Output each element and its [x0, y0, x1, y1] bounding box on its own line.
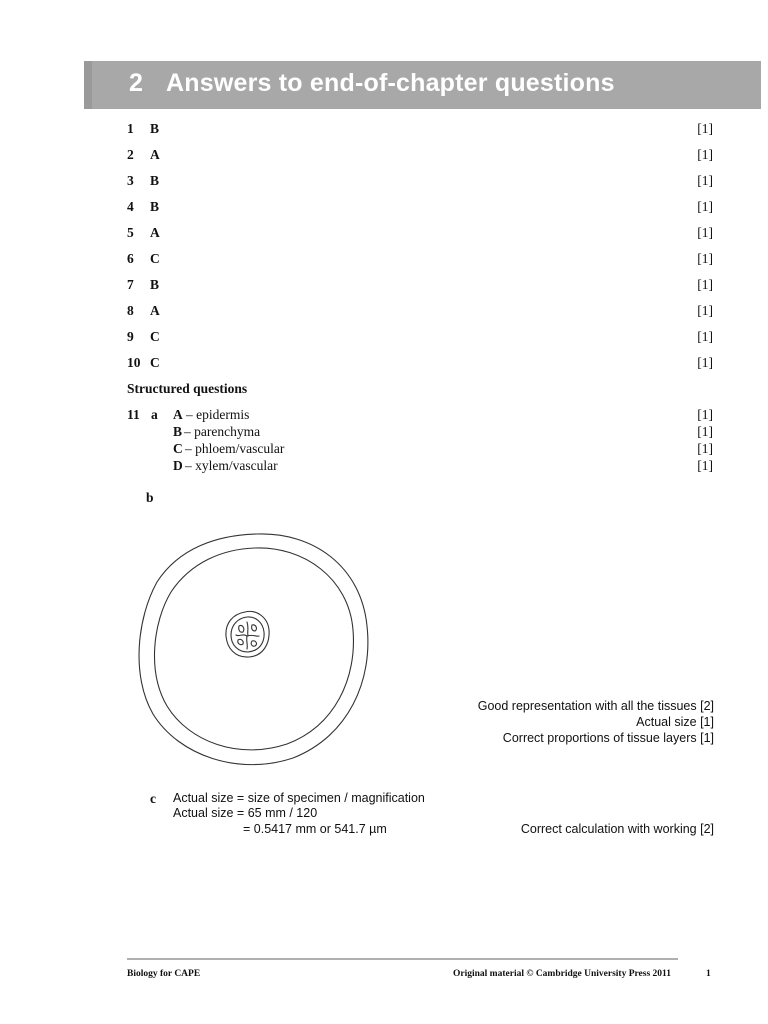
question-number: 5: [127, 225, 134, 240]
chapter-title: [129, 69, 143, 98]
question-number: 1: [127, 121, 134, 136]
marks: [1]: [697, 441, 713, 456]
item-letter: B: [173, 424, 183, 439]
marks: [1]: [697, 303, 713, 318]
item-text: – xylem/vascular: [185, 458, 278, 473]
item-text: – parenchyma: [184, 424, 261, 439]
banner-edge: [84, 61, 92, 109]
marks: [1]: [697, 173, 713, 188]
footer-book-title: Biology for CAPE: [127, 969, 201, 979]
footer-page-number: 1: [706, 969, 711, 979]
section-heading: Structured questions: [127, 381, 248, 396]
item-letter: A: [173, 407, 183, 422]
mcq-row: [127, 329, 715, 347]
part-b-label: b: [146, 490, 154, 505]
q11a-row: [127, 424, 715, 441]
answer-letter: B: [150, 277, 160, 292]
chapter-banner: [84, 61, 761, 109]
q11a-row: [127, 458, 715, 475]
answer-letter: A: [150, 225, 160, 240]
part-c-label: c: [150, 791, 156, 806]
marks: [1]: [697, 277, 713, 292]
mcq-row: [127, 355, 715, 373]
marks: [1]: [697, 329, 713, 344]
answer-letter: A: [150, 303, 160, 318]
marks: [1]: [697, 407, 713, 422]
question-number: 10: [127, 355, 141, 370]
marks: [1]: [697, 121, 713, 136]
b-marks-line: Correct proportions of tissue layers [1]: [502, 731, 714, 745]
answer-letter: A: [150, 147, 160, 162]
footer-copyright: Original material © Cambridge University Press 2011: [453, 969, 672, 979]
answer-letter: B: [150, 121, 160, 136]
mcq-row: [127, 147, 715, 165]
mcq-row: [127, 225, 715, 243]
question-number: 4: [127, 199, 134, 214]
mcq-row: [127, 277, 715, 295]
mcq-row: [127, 251, 715, 269]
marks: [1]: [697, 355, 713, 370]
marks: [1]: [697, 225, 713, 240]
c-marks: Correct calculation with working [2]: [520, 822, 714, 836]
marks: [1]: [697, 147, 713, 162]
q11a-row: [127, 407, 715, 424]
question-number: 6: [127, 251, 134, 266]
question-number: 8: [127, 303, 134, 318]
chapter-number: 2: [129, 69, 144, 97]
question-number: 7: [127, 277, 134, 292]
item-letter: C: [173, 441, 183, 456]
marks: [1]: [697, 458, 713, 473]
question-number: 9: [127, 329, 134, 344]
c-substitution: Actual size = 65 mm / 120: [173, 806, 318, 820]
b-marks-line: Good representation with all the tissues [2]: [477, 699, 714, 713]
answer-letter: B: [150, 199, 160, 214]
answer-letter: B: [150, 173, 160, 188]
mcq-row: [127, 121, 715, 139]
question-number: 3: [127, 173, 134, 188]
mcq-row: [127, 303, 715, 321]
part-label: a: [151, 407, 158, 422]
footer-rule: [127, 958, 678, 960]
c-formula: Actual size = size of specimen / magnification: [173, 791, 425, 805]
b-marks-line: Actual size [1]: [636, 715, 714, 729]
item-text: – phloem/vascular: [185, 441, 285, 456]
q11a-row: [127, 441, 715, 458]
answer-letter: C: [150, 355, 160, 370]
question-number: 11: [127, 407, 140, 422]
marks: [1]: [697, 251, 713, 266]
c-result: = 0.5417 mm or 541.7 µm: [243, 822, 387, 836]
mcq-row: [127, 199, 715, 217]
mcq-row: [127, 173, 715, 191]
item-text: – epidermis: [186, 407, 250, 422]
marks: [1]: [697, 199, 713, 214]
answer-letter: C: [150, 251, 160, 266]
marks: [1]: [697, 424, 713, 439]
question-number: 2: [127, 147, 134, 162]
answer-letter: C: [150, 329, 160, 344]
item-letter: D: [173, 458, 183, 473]
chapter-title-text: Answers to end-of-chapter questions: [166, 69, 615, 97]
